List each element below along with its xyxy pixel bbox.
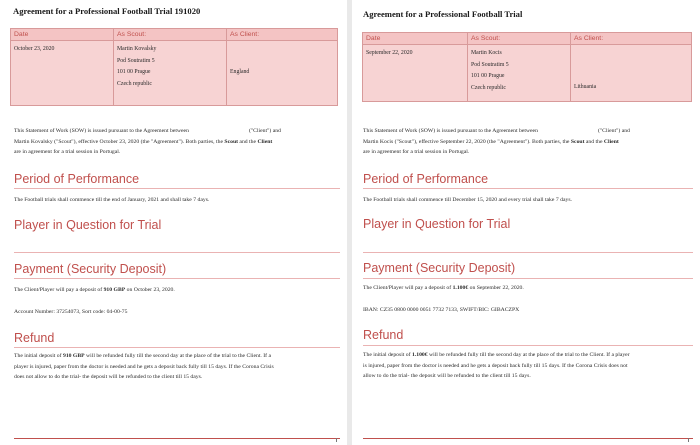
scout-city: 101 00 Prague bbox=[117, 69, 151, 75]
payment-amount: 910 GBP bbox=[103, 287, 126, 293]
intro-paragraph bbox=[14, 126, 344, 158]
divider bbox=[14, 347, 340, 348]
refund-text: The initial deposit of 910 GBP will be refunded fully till the second day at the place of the trial to the Client. If a player is injured, paper from the doctor is needed and he gets a deposit back fully till 15 days. If the Corona Crisis does not allow to do the trial- the deposit will be refunded to the client till 15 days. bbox=[14, 353, 274, 380]
intro-text-3: are in agreement for a trial session in Portugal. bbox=[14, 149, 121, 155]
intro-paragraph bbox=[363, 126, 698, 158]
intro-and-the: and the bbox=[239, 138, 257, 145]
heading-player: Player in Question for Trial bbox=[14, 218, 162, 232]
payment-amount: 1.100€ bbox=[452, 285, 469, 291]
account-text: IBAN: CZ35 0800 0000 0051 7732 7133, SWIFT/BIC: GIBACZPX bbox=[363, 307, 520, 313]
intro-client-tag: ("Client") and bbox=[597, 128, 630, 134]
document-title: Agreement for a Professional Football Trial bbox=[363, 9, 523, 19]
payment-text: The Client/Player will pay a deposit of 1.100€ on September 22, 2020. bbox=[363, 285, 524, 291]
heading-refund: Refund bbox=[14, 331, 55, 345]
header-client: As Client: bbox=[571, 33, 692, 45]
footer-rule bbox=[14, 438, 340, 439]
refund-amount: 910 GBP bbox=[62, 353, 85, 359]
intro-text-1: This Statement of Work (SOW) is issued pursuant to the Agreement between bbox=[363, 128, 538, 134]
scout-city: 101 00 Prague bbox=[471, 73, 505, 79]
cell-client: Lithuania bbox=[571, 45, 692, 102]
account-text: Account Number: 37254073, Sort code: 04-00-75 bbox=[14, 309, 128, 315]
heading-player: Player in Question for Trial bbox=[363, 217, 511, 231]
divider bbox=[363, 278, 693, 279]
intro-client-word: Client bbox=[257, 138, 273, 145]
period-text: The Football trials shall commence till December 15, 2020 and every trial shall take 7 days. bbox=[363, 197, 572, 203]
divider bbox=[363, 252, 693, 253]
header-client: As Client: bbox=[227, 29, 338, 41]
heading-refund: Refund bbox=[363, 328, 404, 342]
intro-scout-word: Scout bbox=[224, 138, 238, 145]
header-scout: As Scout: bbox=[468, 33, 571, 45]
header-scout: As Scout: bbox=[114, 29, 227, 41]
document-page-left bbox=[0, 0, 347, 445]
footer-rule bbox=[363, 438, 693, 439]
cell-date: October 23, 2020 bbox=[11, 41, 114, 106]
parties-table bbox=[362, 32, 692, 102]
scout-name: Martin Kocis bbox=[471, 50, 502, 56]
intro-and-the: and the bbox=[585, 138, 603, 145]
parties-table bbox=[10, 28, 338, 106]
cell-scout bbox=[114, 41, 227, 106]
heading-payment: Payment (Security Deposit) bbox=[14, 262, 167, 276]
cell-date: September 22, 2020 bbox=[363, 45, 468, 102]
scout-street: Pod Soutratim 5 bbox=[117, 57, 155, 64]
refund-text: The initial deposit of 1.100€ will be refunded fully till the second day at the place of the trial to the Client. If a player is injured, paper from the doctor is needed and he gets a deposit back fully till 15 days. If the Corona Crisis does not allow to do the trial- the deposit will be refunded to the client till 15 days. bbox=[363, 352, 630, 379]
scout-country: Czech republic bbox=[471, 84, 506, 91]
period-text: The Football trials shall commence till the end of January, 2021 and shall take 7 days. bbox=[14, 197, 210, 203]
intro-text-2: Martin Kovalsky ("Scout"), effective October 23, 2020 (the "Agreement"). Both parties, the bbox=[14, 138, 223, 145]
divider bbox=[14, 278, 340, 279]
divider bbox=[363, 188, 693, 189]
intro-text-3: are in agreement for a trial session in Portugal. bbox=[363, 149, 470, 155]
refund-amount: 1.100€ bbox=[411, 352, 428, 358]
page-corner-mark bbox=[688, 438, 689, 442]
scout-street: Pod Soutratim 5 bbox=[471, 61, 509, 68]
scout-name: Martin Kovalsky bbox=[117, 46, 157, 52]
header-date: Date bbox=[363, 33, 468, 45]
intro-client-tag: ("Client") and bbox=[248, 128, 281, 134]
intro-text-2: Martin Kocis ("Scout"), effective September 22, 2020 (the "Agreement"). Both parties, the bbox=[363, 138, 570, 145]
page-corner-mark bbox=[336, 438, 337, 442]
heading-period: Period of Performance bbox=[14, 172, 140, 186]
divider bbox=[14, 188, 340, 189]
document-title: Agreement for a Professional Football Trial 191020 bbox=[13, 6, 201, 16]
divider bbox=[363, 345, 693, 346]
heading-payment: Payment (Security Deposit) bbox=[363, 261, 516, 275]
cell-scout bbox=[468, 45, 571, 102]
intro-scout-word: Scout bbox=[570, 138, 585, 145]
intro-text-1: This Statement of Work (SOW) is issued pursuant to the Agreement between bbox=[14, 128, 189, 134]
document-page-right bbox=[352, 0, 700, 445]
payment-text: The Client/Player will pay a deposit of 910 GBP on October 23, 2020. bbox=[14, 287, 175, 293]
intro-client-word: Client bbox=[603, 138, 619, 145]
divider bbox=[14, 252, 340, 253]
header-date: Date bbox=[11, 29, 114, 41]
heading-period: Period of Performance bbox=[363, 172, 489, 186]
scout-country: Czech republic bbox=[117, 80, 152, 87]
cell-client: England bbox=[227, 41, 338, 106]
